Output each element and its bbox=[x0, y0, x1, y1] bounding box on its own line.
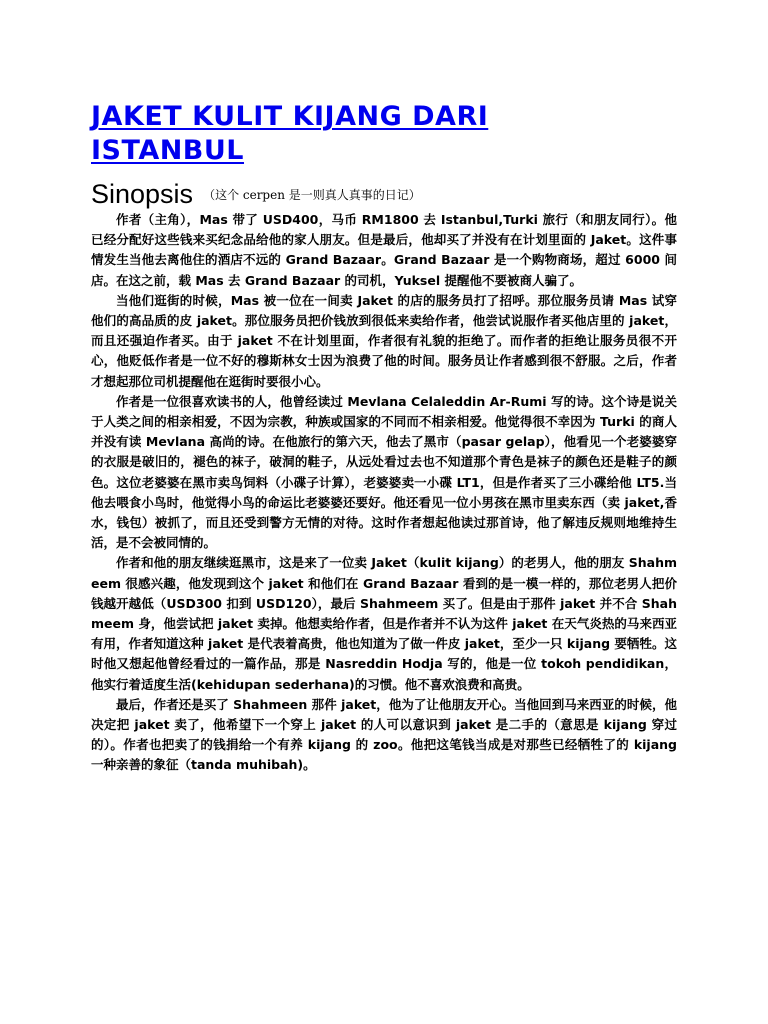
paragraph-5: 最后，作者还是买了 Shahmeen 那件 jaket，他为了让他朋友开心。当他回到马来西亚的时候，他决定把 jaket 卖了，他希望下一个穿上 jaket 的人可以意识到 jaket 是二手的（意思是 kijang 穿过的）。作者也把卖了的钱捐给一个有养 kijang 的 zoo。他把这笔钱当成是对那些已经牺牲了的 kijang 一种亲善的象征（tanda muhibah)。 bbox=[91, 696, 677, 773]
paragraph-1: 作者（主角），Mas 带了 USD400，马币 RM1800 去 Istanbul,Turki 旅行（和朋友同行）。他已经分配好这些钱来买纪念品给他的家人朋友。但是最后，他却买了并没有在计划里面的 Jaket。这件事情发生当他去离他住的酒店不远的 Grand Bazaar。Grand Bazaar 是一个购物商场，超过 6000 间店。在这之前，载 Mas 去 Grand Bazaar 的司机，Yuksel 提醒他不要被商人骗了。 bbox=[91, 212, 677, 288]
paragraph-3: 作者是一位很喜欢读书的人，他曾经读过 Mevlana Celaleddin Ar-Rumi 写的诗。这个诗是说关于人类之间的相亲相爱，不因为宗教，种族或国家的不同而不相亲相爱。他觉得很不幸因为 Turki 的商人并没有读 Mevlana 高尚的诗。在他旅行的第六天，他去了黑市（pasar gelap），他看见一个老婆婆穿的衣服是破旧的，褪色的袜子，破洞的鞋子，从远处看过去也不知道那个青色是袜子的颜色还是鞋子的颜色。这位老婆婆在黑市卖鸟饲料（小碟子计算），老婆婆卖一小碟 LT1，但是作者买了三小碟给他 LT5.当他去喂食小鸟时，他觉得小鸟的命运比老婆婆还要好。他还看见一位小男孩在黑市里卖东西（卖 jaket,香水，钱包）被抓了，而且还受到警方无情的对待。这时作者想起他读过那首诗，他了解违反规则地维持生活，是不会被同情的。 bbox=[91, 393, 677, 551]
document-title: JAKET KULIT KIJANG DARI ISTANBUL bbox=[91, 101, 489, 166]
section-heading: Sinopsis bbox=[91, 179, 194, 209]
section-subtitle: （这个 cerpen 是一则真人真事的日记） bbox=[203, 188, 421, 202]
heading-row bbox=[91, 178, 688, 210]
paragraph-4: 作者和他的朋友继续逛黑市，这是来了一位卖 Jaket（kulit kijang）的老男人，他的朋友 Shahmeem 很感兴趣，他发现到这个 jaket 和他们在 Grand Bazaar 看到的是一模一样的，那位老男人把价钱越开越低（USD300 扣到 USD120），最后 Shahmeem 买了。但是由于那件 jaket 并不合 Shahmeem 身，他尝试把 jaket 卖掉。他想卖给作者，但是作者并不认为这件 jaket 在天气炎热的马来西亚有用，作者知道这种 jaket 是代表着高贵，他也知道为了做一件皮 jaket，至少一只 kijang 要牺牲。这时他又想起他曾经看过的一篇作品，那是 Nasreddin Hodja 写的，他是一位 tokoh pendidikan，他实行着适度生活(kehidupan sederhana)的习惯。他不喜欢浪费和高贵。 bbox=[91, 555, 677, 692]
document-body bbox=[91, 210, 677, 776]
paragraph-2: 当他们逛街的时候，Mas 被一位在一间卖 Jaket 的店的服务员打了招呼。那位服务员请 Mas 试穿他们的高品质的皮 jaket。那位服务员把价钱放到很低来卖给作者，他尝试说服作者买他店里的 jaket，而且还强迫作者买。由于 jaket 不在计划里面，作者很有礼貌的拒绝了。而作者的拒绝让服务员很不开心，他贬低作者是一位不好的穆斯林女士因为浪费了他的时间。服务员让作者感到很不舒服。之后，作者才想起那位司机提醒他在逛街时要很小心。 bbox=[91, 292, 677, 389]
